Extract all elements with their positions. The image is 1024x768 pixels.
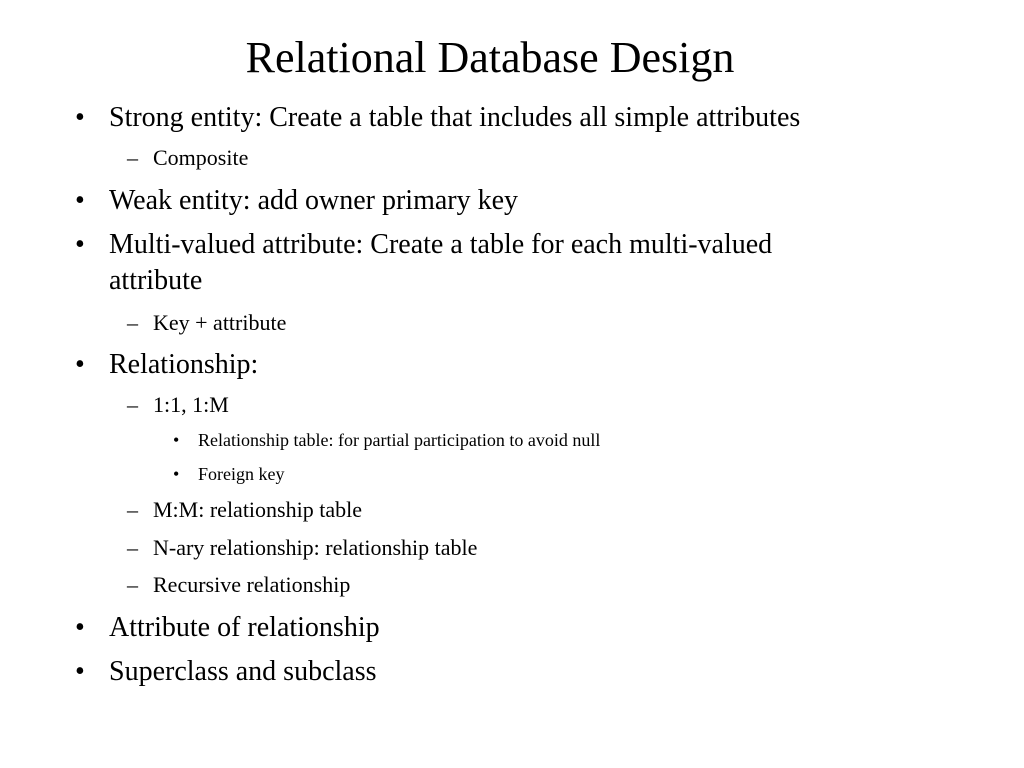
bullet-text: Strong entity: Create a table that includes all simple attributes bbox=[109, 102, 801, 133]
bullet-weak-entity bbox=[75, 183, 519, 219]
bullet-marker: • bbox=[75, 656, 85, 687]
sub-bullet-marker: – bbox=[127, 392, 138, 417]
bullet-multi-valued-continuation bbox=[109, 263, 202, 299]
sub-bullet-text: Composite bbox=[153, 145, 249, 170]
bullet-marker: • bbox=[75, 185, 85, 216]
bullet-text: Weak entity: add owner primary key bbox=[109, 185, 519, 216]
sub-bullet-key-attribute bbox=[127, 309, 287, 337]
sub-bullet-marker: – bbox=[127, 145, 138, 170]
sub-bullet-n-ary bbox=[127, 534, 478, 562]
sub-bullet-text: 1:1, 1:M bbox=[153, 392, 229, 417]
bullet-marker: • bbox=[75, 102, 85, 133]
bullet-marker: • bbox=[75, 612, 85, 643]
sub-sub-bullet-marker: • bbox=[173, 430, 180, 450]
sub-bullet-marker: – bbox=[127, 572, 138, 597]
sub-bullet-text: N-ary relationship: relationship table bbox=[153, 535, 478, 560]
bullet-strong-entity bbox=[75, 100, 801, 136]
bullet-multi-valued bbox=[75, 227, 773, 263]
sub-bullet-marker: – bbox=[127, 535, 138, 560]
bullet-text: Relationship: bbox=[109, 349, 259, 380]
bullet-marker: • bbox=[75, 349, 85, 380]
bullet-relationship bbox=[75, 347, 259, 383]
bullet-superclass-subclass bbox=[75, 654, 377, 690]
sub-bullet-composite bbox=[127, 144, 249, 172]
sub-bullet-many-to-many bbox=[127, 496, 362, 524]
sub-bullet-recursive bbox=[127, 571, 351, 599]
bullet-text: Superclass and subclass bbox=[109, 656, 377, 687]
sub-sub-bullet-text: Relationship table: for partial participation to avoid null bbox=[198, 430, 601, 450]
bullet-attribute-of-relationship bbox=[75, 610, 380, 646]
sub-bullet-marker: – bbox=[127, 497, 138, 522]
sub-bullet-text: Key + attribute bbox=[153, 310, 287, 335]
bullet-text: Attribute of relationship bbox=[109, 612, 380, 643]
sub-sub-bullet-relationship-table bbox=[173, 428, 601, 452]
sub-bullet-text: Recursive relationship bbox=[153, 572, 351, 597]
sub-bullet-text: M:M: relationship table bbox=[153, 497, 362, 522]
sub-sub-bullet-marker: • bbox=[173, 464, 180, 484]
bullet-marker: • bbox=[75, 229, 85, 260]
sub-sub-bullet-foreign-key bbox=[173, 462, 285, 486]
sub-bullet-marker: – bbox=[127, 310, 138, 335]
slide-title: Relational Database Design bbox=[245, 33, 735, 82]
sub-bullet-one-to-one-many bbox=[127, 391, 229, 419]
bullet-text: Multi-valued attribute: Create a table for each multi-valued bbox=[109, 229, 773, 260]
sub-sub-bullet-text: Foreign key bbox=[198, 464, 285, 484]
bullet-text: attribute bbox=[109, 265, 203, 296]
